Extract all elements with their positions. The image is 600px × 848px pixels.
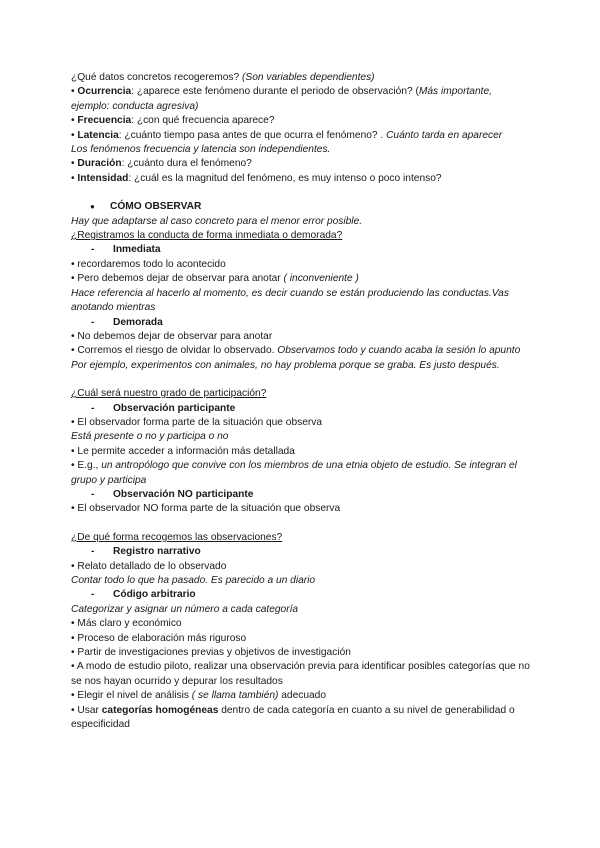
subheading-narrativo: - Registro narrativo [91,546,201,558]
como-observar-intro: Hay que adaptarse al caso concreto para el menor error posible. [71,215,363,227]
list-item-arbitrario-4: • A modo de estudio piloto, realizar una observación previa para identificar posibles categorías que no se nos hayan ocurrido y depurar los resultados [71,661,530,687]
list-item-narrativo-1: • Relato detallado de lo observado [71,560,227,572]
narrativo-note: Contar todo lo que ha pasado. Es parecido a un diario [71,575,316,586]
list-item-latencia: • Latencia: ¿cuánto tiempo pasa antes de que ocurra el fenómeno? . Cuánto tarda en aparecer [71,129,503,141]
list-item-intensidad: • Intensidad: ¿cuál es la magnitud del fenómeno, es muy intenso o poco intenso? [71,172,442,184]
list-item-no-participante-1: • El observador NO forma parte de la situación que observa [71,503,341,515]
section-heading-como-observar: ● CÓMO OBSERVAR [71,200,531,214]
list-item-participante-2: • Le permite acceder a información más detallada [71,445,295,457]
subheading-participante: - Observación participante [91,402,236,414]
list-item-arbitrario-3: • Partir de investigaciones previas y objetivos de investigación [71,647,351,659]
list-item-inmediata-1: • recordaremos todo lo acontecido [71,258,226,270]
subheading-inmediata: - Inmediata [91,244,161,256]
demorada-note: Por ejemplo, experimentos con animales, no hay problema porque se graba. Es justo después. [71,359,500,371]
document-page [71,71,531,732]
list-item-ocurrencia: • Ocurrencia: ¿aparece este fenómeno durante el periodo de observación? (Más importante, ejemplo: conducta agresiva) [71,86,492,112]
list-item-arbitrario-5: • Elegir el nivel de análisis ( se llama también) adecuado [71,690,327,702]
list-item-demorada-1: • No debemos dejar de observar para anotar [71,330,273,342]
participante-note: Está presente o no y participa o no [71,431,229,443]
bullet-icon: ● [90,202,95,212]
independence-note: Los fenómenos frecuencia y latencia son independientes. [71,144,331,156]
list-item-frecuencia: • Frecuencia: ¿con qué frecuencia aparece? [71,115,275,127]
inmediata-note: Hace referencia al hacerlo al momento, es decir cuando se están produciendo las conductas.Vas anotando mientras [71,287,509,314]
list-item-inmediata-2: • Pero debemos dejar de observar para anotar ( inconveniente ) [71,273,359,285]
list-item-arbitrario-1: • Más claro y económico [71,618,182,630]
subheading-demorada: - Demorada [91,316,163,328]
list-item-arbitrario-6: • Usar categorías homogéneas dentro de cada categoría en cuanto a su nivel de generabilidad o especificidad [71,704,515,731]
list-item-participante-3: • E.g., un antropólogo que convive con los miembros de una etnia objeto de estudio. Se integran el grupo y participa [71,460,517,486]
data-question: ¿Qué datos concretos recogeremos? (Son variables dependientes) [71,72,375,83]
list-item-duracion: • Duración: ¿cuánto dura el fenómeno? [71,158,252,170]
subheading-arbitrario: - Código arbitrario [91,589,196,601]
list-item-participante-1: • El observador forma parte de la situación que observa [71,416,323,428]
data-question-note: (Son variables dependientes) [242,72,375,83]
list-item-demorada-2: • Corremos el riesgo de olvidar lo observado. Observamos todo y cuando acaba la sesión lo apunto [71,345,521,357]
subheading-no-participante: - Observación NO participante [91,488,254,500]
list-item-arbitrario-2: • Proceso de elaboración más riguroso [71,632,247,644]
recogida-question: ¿De qué forma recogemos las observaciones? [71,531,283,543]
arbitrario-note: Categorizar y asignar un número a cada categoría [71,603,299,615]
registro-question: ¿Registramos la conducta de forma inmediata o demorada? [71,230,343,242]
participacion-question: ¿Cuál será nuestro grado de participación? [71,388,267,400]
